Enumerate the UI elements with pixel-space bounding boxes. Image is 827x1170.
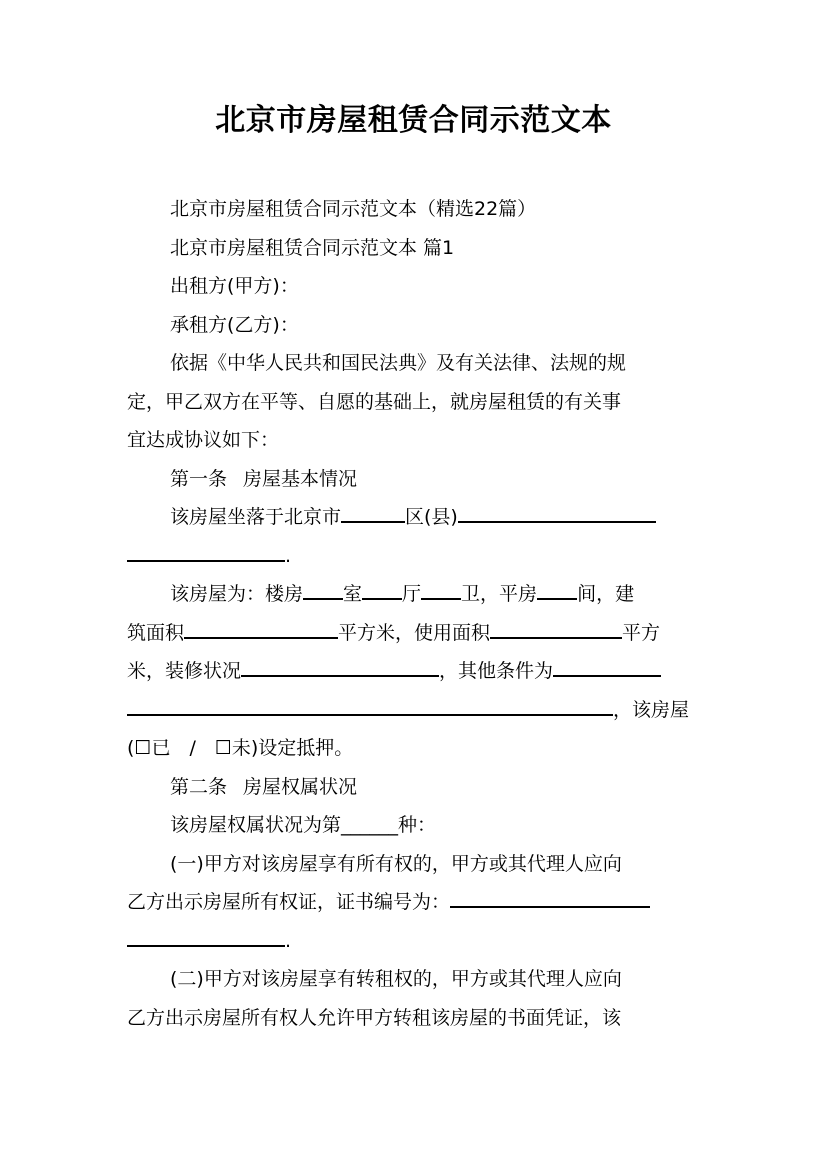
house-type-d: 卫，平房 — [461, 583, 538, 605]
article-1-number: 第一条 — [170, 467, 228, 490]
ownership-1-line-2 — [127, 883, 701, 922]
other-conditions-blank — [553, 656, 661, 677]
location-line-2 — [127, 537, 701, 576]
mortgage-line: (☐已 / ☐未)设定抵押。 — [127, 737, 354, 759]
other-conditions-line — [127, 691, 701, 730]
basis-line-1: 依据《中华人民共和国民法典》及有关法律、法规的规 — [170, 352, 627, 374]
intro-line: 北京市房屋租赁合同示范文本（精选22篇） — [170, 198, 537, 220]
location-text-b: 区(县) — [405, 506, 458, 528]
article-2-title: 房屋权属状况 — [243, 775, 358, 798]
district-blank — [341, 502, 405, 523]
section-title: 北京市房屋租赁合同示范文本 篇1 — [170, 236, 455, 259]
ownership-1-end: . — [285, 929, 292, 952]
ownership-2-line-2: 乙方出示房屋所有权人允许甲方转租该房屋的书面凭证，该 — [127, 1006, 622, 1029]
rooms-blank — [303, 579, 343, 600]
basis-line-3: 宜达成协议如下： — [127, 429, 280, 451]
article-1-title: 房屋基本情况 — [243, 467, 358, 490]
lessor-line: 出租方(甲方)： — [170, 275, 299, 297]
house-type-b: 室 — [343, 583, 363, 605]
other-conditions-blank-2 — [127, 695, 613, 716]
ownership-1-line-1: (一)甲方对该房屋享有所有权的，甲方或其代理人应向 — [170, 852, 622, 875]
area-text-c: 平方 — [622, 621, 661, 644]
house-type-a: 该房屋为：楼房 — [170, 583, 304, 605]
ownership-line: 该房屋权属状况为第______种： — [170, 814, 437, 836]
house-type-line — [127, 575, 701, 614]
ownership-2-line-1: (二)甲方对该房屋享有转租权的，甲方或其代理人应向 — [170, 968, 622, 990]
usable-area-blank — [490, 618, 622, 639]
article-1-heading — [127, 460, 701, 499]
document-title: 北京市房屋租赁合同示范文本 — [215, 103, 612, 138]
address-blank — [458, 502, 656, 523]
house-type-e: 间，建 — [577, 583, 635, 605]
certificate-number-blank-2 — [127, 926, 285, 947]
basis-line-2: 定，甲乙双方在平等、自愿的基础上，就房屋租赁的有关事 — [127, 390, 622, 413]
ownership-1-text: 乙方出示房屋所有权证，证书编号为： — [127, 891, 451, 913]
house-type-c: 厅 — [402, 583, 422, 605]
article-2-heading — [127, 768, 701, 807]
other-conditions-end: ，该房屋 — [613, 698, 690, 721]
location-end: . — [285, 544, 292, 567]
decoration-line — [127, 652, 701, 691]
halls-blank — [362, 579, 402, 600]
area-line — [127, 614, 701, 653]
area-text-b: 平方米，使用面积 — [338, 621, 491, 644]
certificate-number-blank — [450, 887, 650, 908]
decoration-blank — [241, 656, 439, 677]
document-body — [127, 190, 701, 1037]
decoration-text-b: ，其他条件为 — [439, 660, 554, 682]
area-text-a: 筑面积 — [127, 621, 185, 644]
building-area-blank — [184, 618, 338, 639]
decoration-text-a: 米，装修状况 — [127, 660, 242, 682]
article-2-number: 第二条 — [170, 775, 228, 798]
bungalow-rooms-blank — [537, 579, 577, 600]
lessee-line: 承租方(乙方)： — [170, 313, 299, 336]
ownership-1-line-3 — [127, 922, 701, 961]
baths-blank — [421, 579, 461, 600]
address-blank-2 — [127, 541, 285, 562]
location-line — [127, 498, 701, 537]
location-text-a: 该房屋坐落于北京市 — [170, 506, 342, 528]
